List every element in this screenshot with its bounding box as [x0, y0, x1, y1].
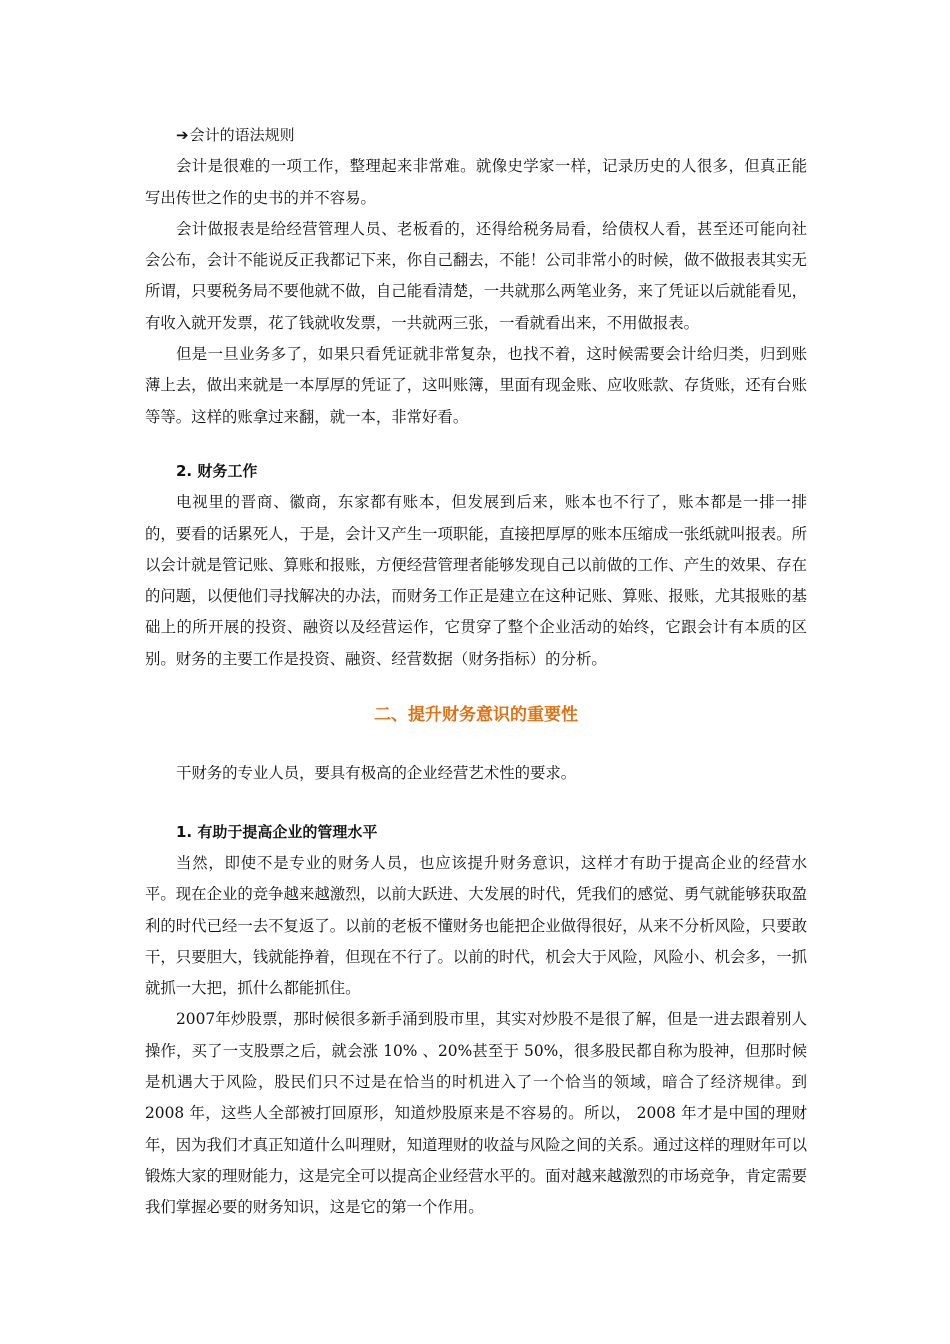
section-title: 二、提升财务意识的重要性 [374, 705, 578, 726]
spacer [145, 675, 807, 700]
document-body [145, 120, 807, 1224]
paragraph: 会计做报表是给经营管理人员、老板看的，还得给税务局看，给债权人看，甚至还可能向社会公布，会计不能说反正我都记下来，你自己翻去，不能！公司非常小的时候，做不做报表其实无所谓，只要税务局不要他就不做，自己能看清楚，一共就那么两笔业务，来了凭证以后就能看见，有收入就开发票，花了钱就收发票，一共就两三张，一看就看出来，不用做报表。 [145, 219, 807, 332]
spacer [145, 790, 807, 817]
section-intro: 干财务的专业人员，要具有极高的企业经营艺术性的要求。 [176, 764, 577, 783]
paragraph: 电视里的晋商、徽商，东家都有账本，但发展到后来，账本也不行了，账本都是一排一排的，要看的话累死人，于是，会计又产生一项职能，直接把厚厚的账本压缩成一张纸就叫报表。所以会计就是管记账、算账和报账，方便经营管理者能够发现自己以前做的工作、产生的效果、存在的问题，以便他们寻找解决的办法，而财务工作正是建立在这种记账、算账、报账，尤其报账的基础上的所开展的投资、融资以及经营运作，它贯穿了整个企业活动的始终，它跟会计有本质的区别。财务的主要工作是投资、融资、经营数据（财务指标）的分析。 [145, 493, 807, 668]
grammar-rules-heading [145, 120, 807, 151]
management-heading: 1. 有助于提高企业的管理水平 [176, 822, 378, 841]
paragraph: 但是一旦业务多了，如果只看凭证就非常复杂，也找不着，这时候需要会计给归类，归到账薄上去，做出来就是一本厚厚的凭证了，这叫账簿，里面有现金账、应收账款、存货账，还有台账等等。这样的账拿过来翻，就一本，非常好看。 [145, 345, 807, 426]
arrow-right-icon: ➔ [176, 126, 189, 144]
finance-work-heading: 2. 财务工作 [176, 461, 258, 480]
grammar-rules-heading-text: 会计的语法规则 [189, 126, 295, 144]
paragraph: 会计是很难的一项工作，整理起来非常难。就像史学家一样，记录历史的人很多，但真正能写出传世之作的史书的并不容易。 [145, 157, 807, 207]
paragraph: 2007年炒股票，那时候很多新手涌到股市里，其实对炒股不是很了解，但是一进去跟着别人操作，买了一支股票之后，就会涨 10% 、20%甚至于 50%，很多股民都自称为股神，但那时候是机遇大于风险，股民们只不过是在恰当的时机进入了一个恰当的领域，暗合了经济规律。到 2008 年，这些人全部被打回原形，知道炒股原来是不容易的。所以， 2008 年才是中国的理财年，因为我们才真正知道什么叫理财，知道理财的收益与风险之间的关系。通过这样的理财年可以锻炼大家的理财能力，这是完全可以提高企业经营水平的。面对越来越激烈的市场竞争，肯定需要我们掌握必要的财务知识，这是它的第一个作用。 [145, 1010, 807, 1217]
spacer [145, 433, 807, 456]
paragraph: 当然，即使不是专业的财务人员，也应该提升财务意识，这样才有助于提高企业的经营水平。现在企业的竞争越来越激烈，以前大跃进、大发展的时代，凭我们的感觉、勇气就能够获取盈利的时代已经一去不复返了。以前的老板不懂财务也能把企业做得很好，从来不分析风险，只要敢干，只要胆大，钱就能挣着，但现在不行了。以前的时代，机会大于风险，风险小、机会多，一抓就抓一大把，抓什么都能抓住。 [145, 853, 807, 998]
spacer [145, 731, 807, 758]
